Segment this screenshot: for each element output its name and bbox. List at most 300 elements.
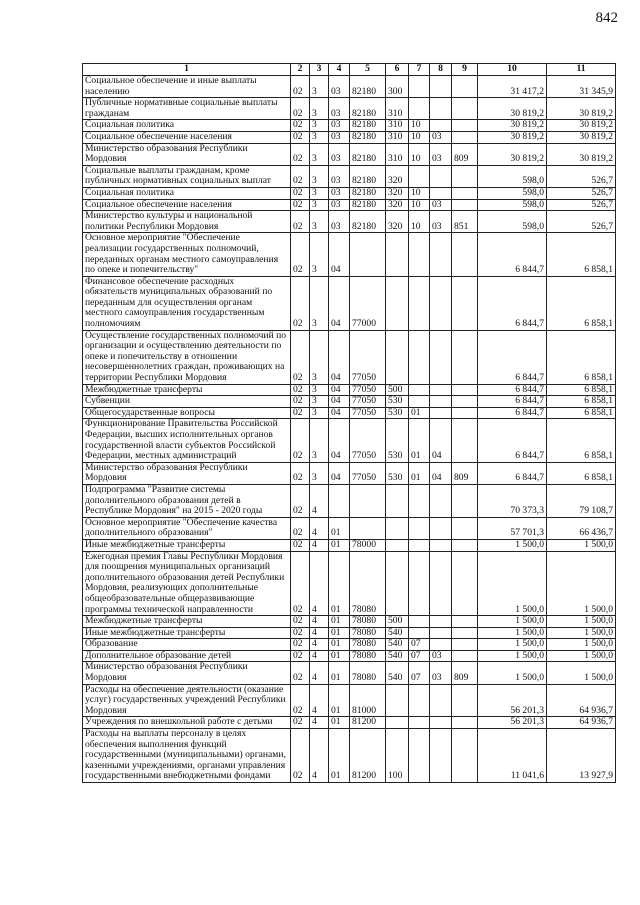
cell-col5: 82180 <box>350 199 386 211</box>
table-row <box>83 650 616 662</box>
cell-col5 <box>350 233 386 276</box>
cell-col4: 04 <box>329 384 350 396</box>
row-label: Социальное обеспечение и иные выплаты населению <box>83 76 291 98</box>
cell-col9 <box>452 650 478 662</box>
cell-col2: 02 <box>291 199 310 211</box>
cell-col8 <box>430 76 452 98</box>
cell-col8 <box>430 551 452 616</box>
cell-amount-col11: 66 436,7 <box>547 517 616 539</box>
cell-amount-col11: 30 819,2 <box>547 131 616 143</box>
cell-amount-col11: 30 819,2 <box>547 143 616 165</box>
cell-col6 <box>386 717 409 729</box>
row-label: Межбюджетные трансферты <box>83 384 291 396</box>
cell-col3: 3 <box>310 187 329 199</box>
cell-col7: 10 <box>409 143 430 165</box>
cell-amount-col11: 1 500,0 <box>547 551 616 616</box>
cell-amount-col10: 70 373,3 <box>478 484 547 517</box>
cell-col6 <box>386 330 409 384</box>
table-row <box>83 143 616 165</box>
cell-col5: 82180 <box>350 211 386 233</box>
cell-col3: 4 <box>310 639 329 651</box>
row-label: Дополнительное образование детей <box>83 650 291 662</box>
row-label: Публичные нормативные социальные выплаты гражданам <box>83 98 291 120</box>
cell-col3: 3 <box>310 419 329 462</box>
cell-col4: 04 <box>329 276 350 330</box>
row-label: Основное мероприятие "Обеспечение качества дополнительного образования" <box>83 517 291 539</box>
cell-col6 <box>386 684 409 717</box>
row-label: Функционирование Правительства Российской Федерации, высших исполнительных органов государственной власти субъектов Российской Федерации, местных администраций <box>83 419 291 462</box>
cell-col3: 3 <box>310 98 329 120</box>
cell-amount-col11: 6 858,1 <box>547 276 616 330</box>
cell-col4: 01 <box>329 717 350 729</box>
table-row <box>83 276 616 330</box>
cell-col9 <box>452 199 478 211</box>
row-label: Министерство образования Республики Мордовия <box>83 462 291 484</box>
table-row <box>83 396 616 408</box>
cell-col4: 03 <box>329 76 350 98</box>
cell-col9 <box>452 98 478 120</box>
cell-col3: 3 <box>310 396 329 408</box>
cell-col6 <box>386 233 409 276</box>
cell-col3: 4 <box>310 729 329 783</box>
table-row <box>83 131 616 143</box>
row-label: Общегосударственные вопросы <box>83 407 291 419</box>
cell-col9 <box>452 729 478 783</box>
cell-col3: 4 <box>310 717 329 729</box>
cell-col4: 03 <box>329 131 350 143</box>
row-label: Субвенции <box>83 396 291 408</box>
cell-col6: 530 <box>386 419 409 462</box>
cell-amount-col10: 6 844,7 <box>478 396 547 408</box>
cell-col8 <box>430 98 452 120</box>
cell-amount-col11: 1 500,0 <box>547 627 616 639</box>
cell-col8 <box>430 187 452 199</box>
cell-col8: 03 <box>430 199 452 211</box>
page-number: 842 <box>595 10 618 26</box>
cell-col6: 320 <box>386 199 409 211</box>
cell-col4: 01 <box>329 662 350 684</box>
cell-col3: 3 <box>310 199 329 211</box>
cell-col3: 4 <box>310 684 329 717</box>
cell-col2: 02 <box>291 717 310 729</box>
cell-col3: 3 <box>310 165 329 187</box>
cell-col5: 82180 <box>350 187 386 199</box>
cell-amount-col10: 56 201,3 <box>478 717 547 729</box>
cell-amount-col10: 598,0 <box>478 211 547 233</box>
cell-col3: 3 <box>310 407 329 419</box>
cell-col5: 78080 <box>350 639 386 651</box>
cell-col3: 4 <box>310 650 329 662</box>
cell-col3: 4 <box>310 627 329 639</box>
cell-col7: 01 <box>409 462 430 484</box>
cell-col3: 4 <box>310 616 329 628</box>
cell-col9: 809 <box>452 462 478 484</box>
cell-col9: 809 <box>452 662 478 684</box>
cell-col2: 02 <box>291 650 310 662</box>
cell-col6: 320 <box>386 211 409 233</box>
row-label: Иные межбюджетные трансферты <box>83 627 291 639</box>
cell-col9 <box>452 484 478 517</box>
cell-amount-col10: 598,0 <box>478 199 547 211</box>
cell-col6: 310 <box>386 143 409 165</box>
cell-col7: 10 <box>409 131 430 143</box>
cell-col7: 10 <box>409 211 430 233</box>
cell-col4: 01 <box>329 517 350 539</box>
cell-col9 <box>452 120 478 132</box>
row-label: Ежегодная премия Главы Республики Мордовия для поощрения муниципальных организаций дополнительного образования детей Республики Мордовия, реализующих дополнительные общеобразовательные общеразвивающие программы технической направленности <box>83 551 291 616</box>
row-label: Финансовое обеспечение расходных обязательств муниципальных образований по переданным для осуществления органам местного самоуправления государственным полномочиям <box>83 276 291 330</box>
cell-col2: 02 <box>291 462 310 484</box>
row-label: Межбюджетные трансферты <box>83 616 291 628</box>
table-row <box>83 627 616 639</box>
cell-col6: 100 <box>386 729 409 783</box>
cell-col4: 03 <box>329 143 350 165</box>
cell-amount-col10: 598,0 <box>478 165 547 187</box>
cell-col5: 82180 <box>350 131 386 143</box>
cell-col2: 02 <box>291 396 310 408</box>
cell-col8 <box>430 616 452 628</box>
cell-col4 <box>329 484 350 517</box>
cell-col2: 02 <box>291 517 310 539</box>
cell-col5: 77050 <box>350 419 386 462</box>
cell-col9 <box>452 76 478 98</box>
header-row <box>83 64 616 76</box>
table-row <box>83 199 616 211</box>
cell-col5: 82180 <box>350 165 386 187</box>
cell-col2: 02 <box>291 484 310 517</box>
cell-amount-col10: 1 500,0 <box>478 551 547 616</box>
cell-col7 <box>409 384 430 396</box>
cell-col8: 03 <box>430 211 452 233</box>
cell-col2: 02 <box>291 131 310 143</box>
cell-col9 <box>452 517 478 539</box>
cell-col3: 3 <box>310 384 329 396</box>
cell-col7: 01 <box>409 407 430 419</box>
cell-col7 <box>409 233 430 276</box>
cell-amount-col11: 6 858,1 <box>547 407 616 419</box>
cell-col9 <box>452 330 478 384</box>
cell-col4: 01 <box>329 627 350 639</box>
cell-col2: 02 <box>291 98 310 120</box>
cell-col8: 04 <box>430 419 452 462</box>
table-row <box>83 384 616 396</box>
table-row <box>83 187 616 199</box>
cell-col4: 01 <box>329 639 350 651</box>
cell-col8 <box>430 233 452 276</box>
cell-amount-col10: 6 844,7 <box>478 233 547 276</box>
table-body <box>83 76 616 783</box>
table-row <box>83 98 616 120</box>
cell-col7: 10 <box>409 187 430 199</box>
row-label: Расходы на обеспечение деятельности (оказание услуг) государственных учреждений Республики Мордовия <box>83 684 291 717</box>
cell-col7 <box>409 729 430 783</box>
col-header: 4 <box>329 64 350 76</box>
cell-amount-col11: 1 500,0 <box>547 650 616 662</box>
cell-amount-col11: 13 927,9 <box>547 729 616 783</box>
cell-col8 <box>430 330 452 384</box>
cell-col5: 77050 <box>350 396 386 408</box>
row-label: Иные межбюджетные трансферты <box>83 539 291 551</box>
cell-col2: 02 <box>291 627 310 639</box>
cell-col4: 03 <box>329 165 350 187</box>
cell-col4: 01 <box>329 539 350 551</box>
cell-col5: 78000 <box>350 539 386 551</box>
cell-amount-col10: 30 819,2 <box>478 143 547 165</box>
cell-col9: 851 <box>452 211 478 233</box>
cell-col6: 500 <box>386 616 409 628</box>
cell-col3: 3 <box>310 233 329 276</box>
table-row <box>83 233 616 276</box>
cell-col8 <box>430 396 452 408</box>
cell-col4: 04 <box>329 407 350 419</box>
cell-col9 <box>452 131 478 143</box>
cell-amount-col10: 30 819,2 <box>478 131 547 143</box>
cell-col6: 540 <box>386 650 409 662</box>
cell-col9: 809 <box>452 143 478 165</box>
cell-col6: 310 <box>386 131 409 143</box>
cell-col6: 320 <box>386 165 409 187</box>
cell-col8 <box>430 384 452 396</box>
col-header: 5 <box>350 64 386 76</box>
cell-col5: 82180 <box>350 143 386 165</box>
cell-col4: 04 <box>329 462 350 484</box>
cell-col2: 02 <box>291 143 310 165</box>
cell-col7 <box>409 396 430 408</box>
budget-table <box>82 63 616 783</box>
cell-col5: 82180 <box>350 98 386 120</box>
cell-col8 <box>430 165 452 187</box>
cell-col5: 78080 <box>350 662 386 684</box>
cell-col6: 530 <box>386 462 409 484</box>
row-label: Учреждения по внешкольной работе с детьми <box>83 717 291 729</box>
cell-col4: 01 <box>329 551 350 616</box>
cell-amount-col11: 30 819,2 <box>547 120 616 132</box>
cell-col7 <box>409 517 430 539</box>
cell-col5: 78080 <box>350 627 386 639</box>
cell-col8: 03 <box>430 131 452 143</box>
cell-amount-col10: 1 500,0 <box>478 539 547 551</box>
cell-amount-col11: 6 858,1 <box>547 396 616 408</box>
cell-amount-col11: 6 858,1 <box>547 233 616 276</box>
table-row <box>83 211 616 233</box>
cell-col4: 03 <box>329 187 350 199</box>
row-label: Социальная политика <box>83 120 291 132</box>
cell-col3: 3 <box>310 131 329 143</box>
cell-amount-col10: 1 500,0 <box>478 650 547 662</box>
cell-col4: 03 <box>329 211 350 233</box>
cell-col7 <box>409 165 430 187</box>
cell-amount-col11: 1 500,0 <box>547 662 616 684</box>
cell-col7 <box>409 330 430 384</box>
cell-col7 <box>409 276 430 330</box>
row-label: Социальное обеспечение населения <box>83 199 291 211</box>
cell-amount-col10: 11 041,6 <box>478 729 547 783</box>
cell-col7 <box>409 484 430 517</box>
table-row <box>83 165 616 187</box>
cell-col7: 07 <box>409 639 430 651</box>
cell-col2: 02 <box>291 407 310 419</box>
cell-col6 <box>386 484 409 517</box>
cell-col9 <box>452 627 478 639</box>
cell-col7 <box>409 717 430 729</box>
cell-col2: 02 <box>291 211 310 233</box>
cell-amount-col11: 1 500,0 <box>547 616 616 628</box>
cell-col3: 4 <box>310 539 329 551</box>
cell-col4: 03 <box>329 120 350 132</box>
cell-col9 <box>452 539 478 551</box>
cell-col9 <box>452 384 478 396</box>
cell-amount-col10: 30 819,2 <box>478 98 547 120</box>
cell-col2: 02 <box>291 187 310 199</box>
table-row <box>83 684 616 717</box>
cell-col8 <box>430 407 452 419</box>
cell-amount-col11: 31 345,9 <box>547 76 616 98</box>
cell-col8 <box>430 627 452 639</box>
cell-col2: 02 <box>291 76 310 98</box>
cell-col3: 4 <box>310 484 329 517</box>
table-row <box>83 419 616 462</box>
table-row <box>83 729 616 783</box>
cell-col8: 04 <box>430 462 452 484</box>
cell-col5: 82180 <box>350 76 386 98</box>
cell-col5: 77050 <box>350 384 386 396</box>
cell-amount-col10: 6 844,7 <box>478 384 547 396</box>
cell-col5: 77050 <box>350 407 386 419</box>
cell-col9 <box>452 639 478 651</box>
cell-col6: 540 <box>386 639 409 651</box>
cell-col4: 03 <box>329 98 350 120</box>
cell-col5 <box>350 517 386 539</box>
cell-col4: 04 <box>329 233 350 276</box>
cell-col5: 78080 <box>350 616 386 628</box>
table-row <box>83 407 616 419</box>
cell-col5 <box>350 484 386 517</box>
row-label: Расходы на выплаты персоналу в целях обеспечения выполнения функций государственными (муниципальными) органами, казенными учреждениями, органами управления государственными внебюджетными фондами <box>83 729 291 783</box>
cell-col8 <box>430 517 452 539</box>
cell-col8: 03 <box>430 143 452 165</box>
table-row <box>83 616 616 628</box>
cell-col6: 310 <box>386 120 409 132</box>
cell-col5: 81200 <box>350 717 386 729</box>
cell-col9 <box>452 276 478 330</box>
cell-amount-col11: 64 936,7 <box>547 717 616 729</box>
cell-col7 <box>409 616 430 628</box>
cell-col5: 81000 <box>350 684 386 717</box>
cell-col8: 03 <box>430 650 452 662</box>
row-label: Социальные выплаты гражданам, кроме публичных нормативных социальных выплат <box>83 165 291 187</box>
cell-amount-col11: 6 858,1 <box>547 462 616 484</box>
table-row <box>83 120 616 132</box>
cell-col6: 500 <box>386 384 409 396</box>
cell-col6: 530 <box>386 407 409 419</box>
cell-col9 <box>452 419 478 462</box>
cell-col8 <box>430 120 452 132</box>
cell-col5: 77050 <box>350 330 386 384</box>
cell-col7 <box>409 539 430 551</box>
cell-amount-col11: 6 858,1 <box>547 384 616 396</box>
row-label: Образование <box>83 639 291 651</box>
cell-col2: 02 <box>291 729 310 783</box>
row-label: Министерство культуры и национальной политики Республики Мордовия <box>83 211 291 233</box>
cell-amount-col10: 1 500,0 <box>478 616 547 628</box>
cell-col9 <box>452 233 478 276</box>
cell-col7 <box>409 684 430 717</box>
cell-amount-col11: 1 500,0 <box>547 539 616 551</box>
cell-amount-col11: 79 108,7 <box>547 484 616 517</box>
cell-col6: 310 <box>386 98 409 120</box>
cell-col3: 3 <box>310 143 329 165</box>
cell-amount-col10: 6 844,7 <box>478 407 547 419</box>
cell-col6: 530 <box>386 396 409 408</box>
cell-amount-col11: 526,7 <box>547 187 616 199</box>
cell-amount-col10: 6 844,7 <box>478 462 547 484</box>
cell-amount-col10: 57 701,3 <box>478 517 547 539</box>
cell-col8 <box>430 729 452 783</box>
cell-col5: 78080 <box>350 551 386 616</box>
cell-amount-col10: 6 844,7 <box>478 419 547 462</box>
row-label: Министерство образования Республики Мордовия <box>83 143 291 165</box>
cell-col6: 300 <box>386 76 409 98</box>
cell-col3: 3 <box>310 462 329 484</box>
cell-col2: 02 <box>291 419 310 462</box>
cell-amount-col11: 6 858,1 <box>547 330 616 384</box>
row-label: Социальная политика <box>83 187 291 199</box>
col-header: 7 <box>409 64 430 76</box>
cell-col9 <box>452 551 478 616</box>
cell-col9 <box>452 717 478 729</box>
table-row <box>83 484 616 517</box>
table-row <box>83 639 616 651</box>
cell-col8 <box>430 639 452 651</box>
cell-col5: 78080 <box>350 650 386 662</box>
cell-col4: 04 <box>329 330 350 384</box>
cell-col6 <box>386 276 409 330</box>
cell-col7: 10 <box>409 120 430 132</box>
cell-col9 <box>452 616 478 628</box>
cell-col5: 81200 <box>350 729 386 783</box>
table-row <box>83 76 616 98</box>
row-label: Основное мероприятие "Обеспечение реализации государственных полномочий, переданных органам местного самоуправления по опеке и попечительству" <box>83 233 291 276</box>
cell-col7 <box>409 76 430 98</box>
table-row <box>83 517 616 539</box>
cell-amount-col10: 30 819,2 <box>478 120 547 132</box>
cell-amount-col11: 526,7 <box>547 211 616 233</box>
cell-amount-col10: 6 844,7 <box>478 276 547 330</box>
cell-col4: 01 <box>329 650 350 662</box>
cell-amount-col11: 526,7 <box>547 165 616 187</box>
cell-col4: 01 <box>329 684 350 717</box>
cell-col2: 02 <box>291 120 310 132</box>
row-label: Министерство образования Республики Мордовия <box>83 662 291 684</box>
cell-col2: 02 <box>291 639 310 651</box>
cell-col2: 02 <box>291 384 310 396</box>
cell-col4: 04 <box>329 419 350 462</box>
col-header: 3 <box>310 64 329 76</box>
table-row <box>83 717 616 729</box>
cell-col7: 07 <box>409 650 430 662</box>
col-header: 10 <box>478 64 547 76</box>
cell-col8 <box>430 276 452 330</box>
table-row <box>83 330 616 384</box>
cell-col3: 3 <box>310 120 329 132</box>
cell-col3: 3 <box>310 211 329 233</box>
cell-col6 <box>386 551 409 616</box>
cell-amount-col10: 6 844,7 <box>478 330 547 384</box>
cell-col5: 82180 <box>350 120 386 132</box>
cell-amount-col10: 31 417,2 <box>478 76 547 98</box>
col-header: 1 <box>83 64 291 76</box>
table-row <box>83 662 616 684</box>
